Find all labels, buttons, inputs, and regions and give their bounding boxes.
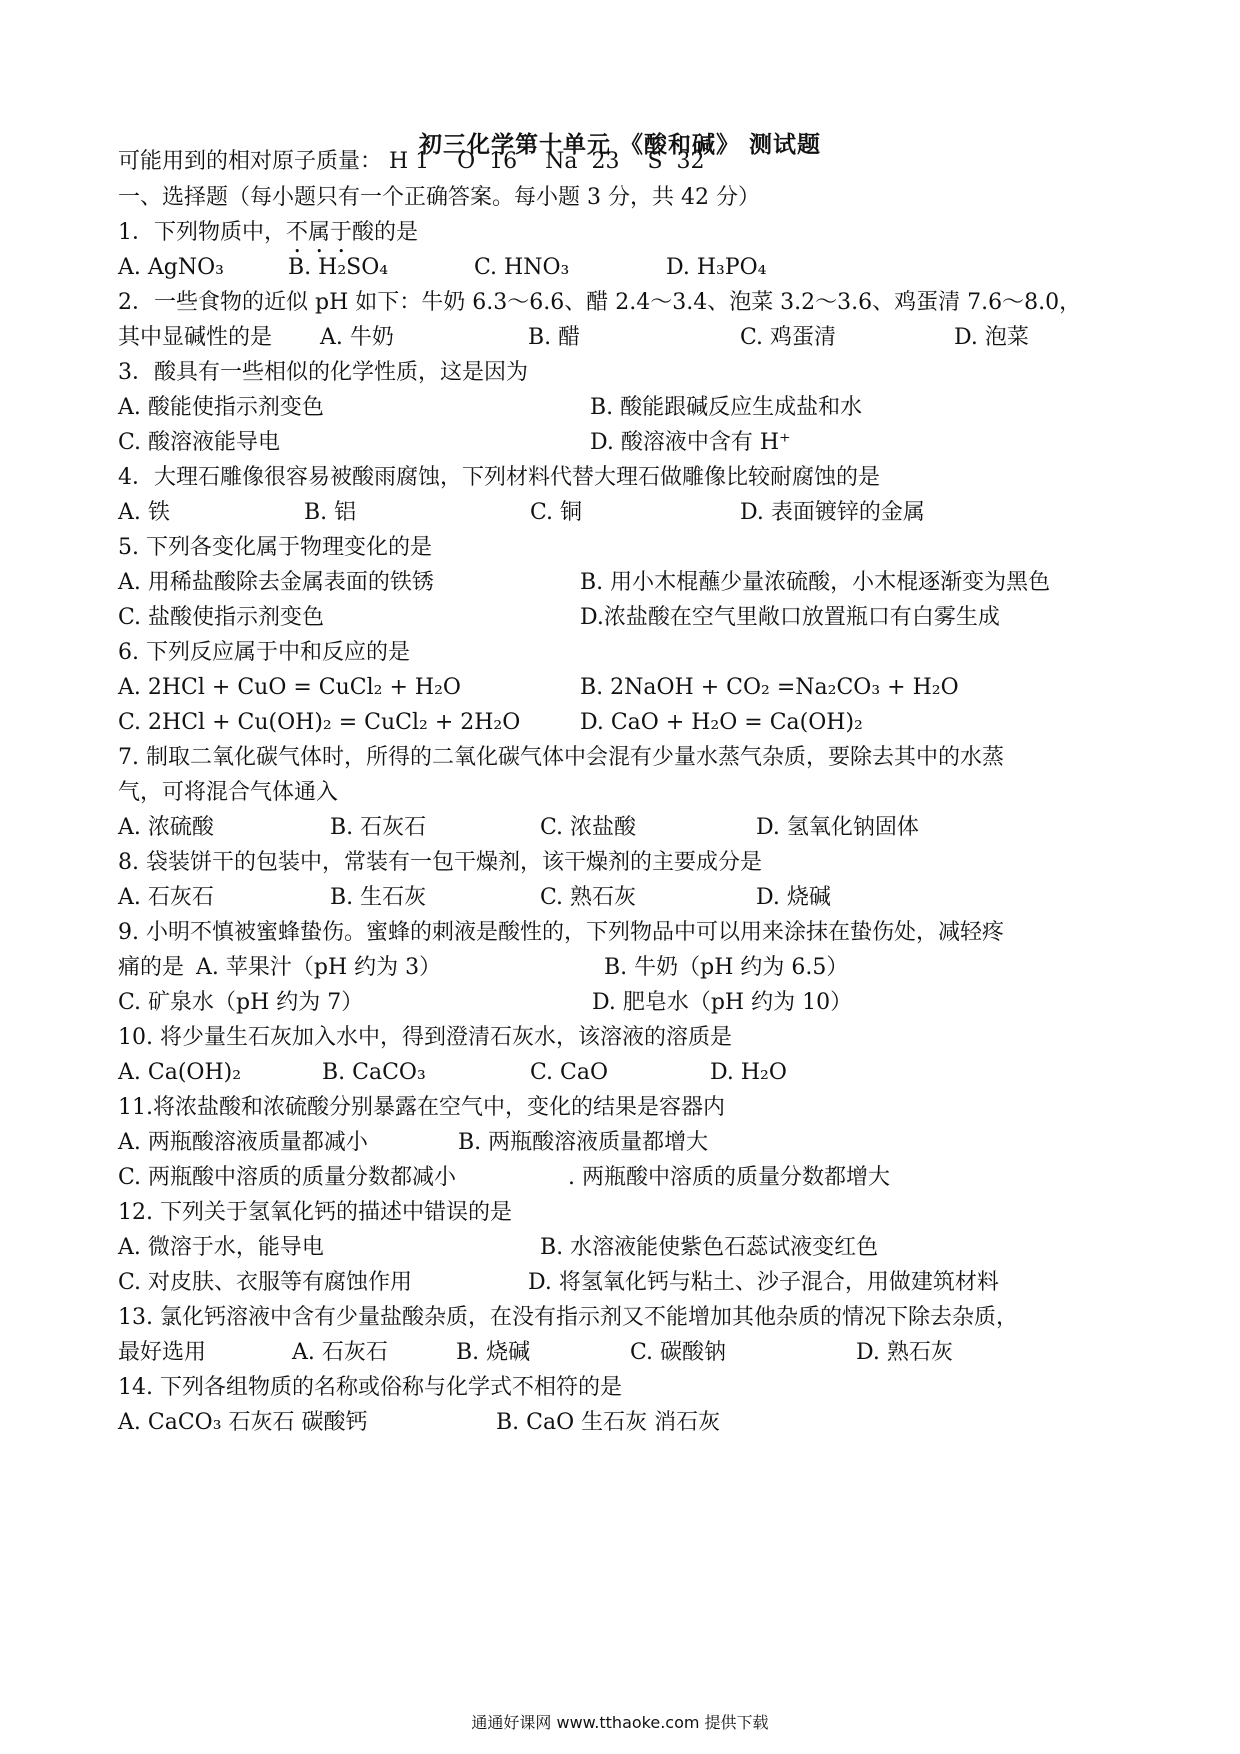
q3-option-d: D. 酸溶液中含有 H⁺	[590, 430, 791, 455]
q6-option-b: B. 2NaOH + CO₂ =Na₂CO₃ + H₂O	[580, 675, 959, 700]
q8-option-c: C. 熟石灰	[540, 885, 637, 910]
question-6-stem: 6. 下列反应属于中和反应的是	[118, 640, 410, 665]
q2-option-b: B. 醋	[528, 325, 581, 350]
q5-option-c: C. 盐酸使指示剂变色	[118, 605, 325, 630]
q4-option-a: A. 铁	[118, 500, 170, 525]
q8-option-d: D. 烧碱	[756, 885, 831, 910]
question-2-stem-cont: 其中显碱性的是	[118, 325, 273, 350]
q12-option-c: C. 对皮肤、衣服等有腐蚀作用	[118, 1270, 413, 1295]
q10-option-d: D. H₂O	[710, 1060, 787, 1085]
question-5-stem: 5. 下列各变化属于物理变化的是	[118, 535, 432, 560]
q10-option-a: A. Ca(OH)₂	[118, 1060, 242, 1085]
q9-option-c: C. 矿泉水（pH 约为 7）	[118, 990, 364, 1015]
q8-option-a: A. 石灰石	[118, 885, 214, 910]
page-title: 初三化学第十单元 《酸和碱》 测试题	[418, 131, 821, 158]
question-13-stem: 13. 氯化钙溶液中含有少量盐酸杂质，在没有指示剂又不能增加其他杂质的情况下除去杂质，	[118, 1305, 1018, 1330]
q11-option-d: . 两瓶酸中溶质的质量分数都增大	[568, 1165, 890, 1190]
question-13-stem-cont: 最好选用	[118, 1340, 207, 1365]
q13-option-c: C. 碳酸钠	[630, 1340, 727, 1365]
q4-option-d: D. 表面镀锌的金属	[740, 500, 925, 525]
q4-option-b: B. 铝	[304, 500, 357, 525]
q2-option-a: A. 牛奶	[320, 325, 394, 350]
q6-option-a: A. 2HCl + CuO = CuCl₂ + H₂O	[118, 675, 461, 700]
atomic-mass-line: 可能用到的相对原子质量： H 1 O 16 Na 23 S 32	[118, 149, 705, 174]
q7-option-b: B. 石灰石	[330, 815, 427, 840]
q2-option-d: D. 泡菜	[954, 325, 1029, 350]
question-9-stem-cont: 痛的是	[118, 955, 185, 980]
q1-option-c: C. HNO₃	[474, 255, 570, 280]
q10-option-c: C. CaO	[530, 1060, 609, 1085]
q7-option-c: C. 浓盐酸	[540, 815, 637, 840]
q13-option-b: B. 烧碱	[456, 1340, 531, 1365]
question-10-stem: 10. 将少量生石灰加入水中，得到澄清石灰水，该溶液的溶质是	[118, 1025, 732, 1050]
q6-option-c: C. 2HCl + Cu(OH)₂ = CuCl₂ + 2H₂O	[118, 710, 521, 735]
q2-option-c: C. 鸡蛋清	[740, 325, 837, 350]
q3-option-c: C. 酸溶液能导电	[118, 430, 281, 455]
question-14-stem: 14. 下列各组物质的名称或俗称与化学式不相符的是	[118, 1375, 622, 1400]
q12-option-d: D. 将氢氧化钙与粘土、沙子混合，用做建筑材料	[528, 1270, 999, 1295]
q11-option-b: B. 两瓶酸溶液质量都增大	[458, 1130, 709, 1155]
q7-option-d: D. 氢氧化钠固体	[756, 815, 919, 840]
question-7-stem: 7. 制取二氧化碳气体时，所得的二氧化碳气体中会混有少量水蒸气杂质，要除去其中的水蒸	[118, 745, 1004, 770]
q1-option-d: D. H₃PO₄	[666, 255, 767, 280]
q12-option-a: A. 微溶于水，能导电	[118, 1235, 324, 1260]
q11-option-c: C. 两瓶酸中溶质的质量分数都减小	[118, 1165, 457, 1190]
question-9-stem: 9. 小明不慎被蜜蜂蛰伤。蜜蜂的刺液是酸性的，下列物品中可以用来涂抹在蛰伤处，减轻疼	[118, 920, 1004, 945]
q7-option-a: A. 浓硫酸	[118, 815, 214, 840]
q9-option-b: B. 牛奶（pH 约为 6.5）	[604, 955, 849, 980]
section-heading: 一、选择题（每小题只有一个正确答案。每小题 3 分，共 42 分）	[118, 185, 760, 210]
question-11-stem: 11.将浓盐酸和浓硫酸分别暴露在空气中，变化的结果是容器内	[118, 1095, 725, 1120]
q3-option-a: A. 酸能使指示剂变色	[118, 395, 324, 420]
q3-option-b: B. 酸能跟碱反应生成盐和水	[590, 395, 863, 420]
question-1-stem	[118, 218, 418, 258]
emphasized-text: 不属于	[286, 220, 353, 245]
q1-option-a: A. AgNO₃	[118, 255, 224, 280]
q1-option-b: B. H₂SO₄	[288, 255, 389, 280]
question-2-stem: 2．一些食物的近似 pH 如下：牛奶 6.3～6.6、醋 2.4～3.4、泡菜 3.2～3.6、鸡蛋清 7.6～8.0，	[118, 290, 1082, 315]
stem-part: 1．下列物质中，	[118, 220, 286, 245]
q10-option-b: B. CaCO₃	[322, 1060, 426, 1085]
q5-option-d: D.浓盐酸在空气里敞口放置瓶口有白雾生成	[580, 605, 1000, 630]
q9-option-a: A. 苹果汁（pH 约为 3）	[196, 955, 442, 980]
question-4-stem: 4．大理石雕像很容易被酸雨腐蚀，下列材料代替大理石做雕像比较耐腐蚀的是	[118, 465, 880, 490]
q14-option-a: A. CaCO₃ 石灰石 碳酸钙	[118, 1410, 368, 1435]
question-7-stem-cont: 气，可将混合气体通入	[118, 780, 339, 805]
q9-option-d: D. 肥皂水（pH 约为 10）	[592, 990, 853, 1015]
q4-option-c: C. 铜	[530, 500, 583, 525]
stem-part: 酸的是	[352, 220, 419, 245]
q5-option-b: B. 用小木棍蘸少量浓硫酸，小木棍逐渐变为黑色	[580, 570, 1051, 595]
footer-credit: 通通好课网 www.tthaoke.com 提供下载	[471, 1713, 769, 1732]
q6-option-d: D. CaO + H₂O = Ca(OH)₂	[580, 710, 863, 735]
question-12-stem: 12. 下列关于氢氧化钙的描述中错误的是	[118, 1200, 512, 1225]
q14-option-b: B. CaO 生石灰 消石灰	[496, 1410, 721, 1435]
q13-option-a: A. 石灰石	[292, 1340, 388, 1365]
q5-option-a: A. 用稀盐酸除去金属表面的铁锈	[118, 570, 434, 595]
question-3-stem: 3．酸具有一些相似的化学性质，这是因为	[118, 360, 528, 385]
q11-option-a: A. 两瓶酸溶液质量都减小	[118, 1130, 368, 1155]
question-8-stem: 8. 袋装饼干的包装中，常装有一包干燥剂，该干燥剂的主要成分是	[118, 850, 762, 875]
q13-option-d: D. 熟石灰	[856, 1340, 953, 1365]
q8-option-b: B. 生石灰	[330, 885, 427, 910]
q12-option-b: B. 水溶液能使紫色石蕊试液变红色	[540, 1235, 879, 1260]
